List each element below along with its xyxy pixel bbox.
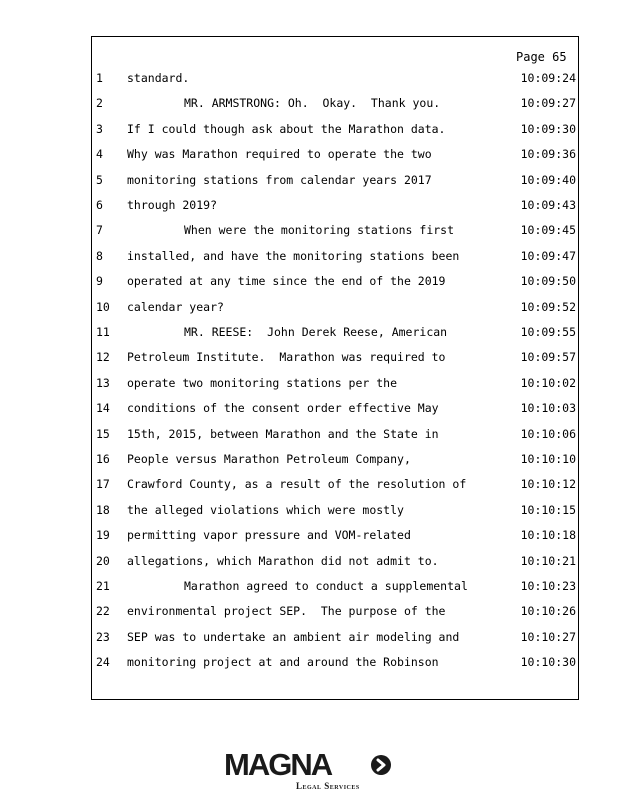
- transcript-line: [0, 299, 618, 315]
- line-text: monitoring stations from calendar years 2017: [127, 172, 432, 187]
- line-number: 14: [96, 401, 110, 416]
- line-number: 12: [96, 350, 110, 365]
- line-timestamp: 10:10:21: [520, 553, 576, 568]
- line-text: MR. ARMSTRONG: Oh. Okay. Thank you.: [184, 96, 441, 111]
- line-number: 19: [96, 528, 110, 543]
- transcript-line: [0, 476, 618, 492]
- line-timestamp: 10:09:30: [520, 121, 576, 136]
- line-timestamp: 10:09:55: [520, 325, 576, 339]
- line-timestamp: 10:10:03: [520, 401, 576, 416]
- transcript-line: [0, 172, 618, 188]
- transcript-line: [0, 273, 618, 289]
- magna-logo: [222, 748, 397, 794]
- line-number: 9: [96, 274, 103, 289]
- line-number: 6: [96, 198, 103, 212]
- line-number: 18: [96, 502, 110, 517]
- line-timestamp: 10:09:40: [520, 172, 576, 187]
- line-timestamp: 10:10:02: [520, 375, 576, 390]
- line-number: 5: [96, 172, 103, 187]
- line-text: standard.: [127, 71, 190, 85]
- line-timestamp: 10:10:12: [520, 477, 576, 492]
- line-number: 1: [96, 71, 103, 85]
- line-text: When were the monitoring stations first: [184, 223, 455, 238]
- line-text: Why was Marathon required to operate the two: [127, 147, 432, 162]
- line-number: 10: [96, 299, 110, 314]
- arrow-circle-icon: [370, 754, 392, 776]
- line-text: Crawford County, as a result of the resolution of: [127, 477, 467, 492]
- line-number: 20: [96, 553, 110, 568]
- transcript-line: [0, 349, 618, 365]
- line-text: allegations, which Marathon did not admit to.: [127, 553, 439, 568]
- line-text: 15th, 2015, between Marathon and the State in: [127, 426, 439, 441]
- line-text: environmental project SEP. The purpose of the: [127, 604, 446, 619]
- transcript-line: [0, 121, 618, 137]
- transcript-line: [0, 95, 618, 111]
- transcript-line: [0, 70, 618, 86]
- transcript-line: [0, 629, 618, 645]
- page-number: Page 65: [516, 50, 567, 64]
- transcript-line: [0, 654, 618, 670]
- line-text: operated at any time since the end of the 2019: [127, 274, 446, 289]
- transcript-line: [0, 553, 618, 569]
- line-number: 11: [96, 325, 110, 339]
- line-timestamp: 10:10:23: [520, 579, 576, 593]
- line-timestamp: 10:10:10: [520, 452, 576, 466]
- transcript-line: [0, 578, 618, 594]
- line-number: 22: [96, 604, 110, 619]
- transcript-line: [0, 375, 618, 391]
- line-timestamp: 10:09:57: [520, 350, 576, 365]
- line-timestamp: 10:10:18: [520, 528, 576, 543]
- line-number: 24: [96, 655, 110, 670]
- line-text: calendar year?: [127, 299, 224, 314]
- line-text: permitting vapor pressure and VOM-related: [127, 528, 411, 543]
- line-text: Marathon agreed to conduct a supplemental: [184, 579, 468, 593]
- transcript-line: [0, 603, 618, 619]
- logo-wordmark: MAGNA: [224, 747, 332, 782]
- line-number: 4: [96, 147, 103, 162]
- line-timestamp: 10:09:52: [520, 299, 576, 314]
- line-timestamp: 10:10:15: [520, 502, 576, 517]
- line-text: MR. REESE: John Derek Reese, American: [184, 325, 448, 339]
- line-text: SEP was to undertake an ambient air modeling and: [127, 629, 460, 644]
- line-number: 7: [96, 223, 103, 238]
- transcript-line: [0, 502, 618, 518]
- line-timestamp: 10:09:45: [520, 223, 576, 238]
- line-number: 2: [96, 96, 103, 111]
- line-number: 17: [96, 477, 110, 492]
- line-text: through 2019?: [127, 198, 218, 212]
- line-text: Petroleum Institute. Marathon was required to: [127, 350, 446, 365]
- line-text: the alleged violations which were mostly: [127, 502, 404, 517]
- line-timestamp: 10:09:27: [520, 96, 576, 111]
- transcript-line: [0, 527, 618, 543]
- line-timestamp: 10:10:06: [520, 426, 576, 441]
- logo-subtitle: Legal Services: [296, 781, 360, 791]
- line-text: monitoring project at and around the Robinson: [127, 655, 439, 670]
- transcript-line: [0, 324, 618, 340]
- transcript-line: [0, 451, 618, 467]
- line-number: 13: [96, 375, 110, 390]
- line-timestamp: 10:09:47: [520, 248, 576, 263]
- line-timestamp: 10:10:26: [520, 604, 576, 619]
- line-number: 16: [96, 452, 110, 466]
- transcript-line: [0, 146, 618, 162]
- transcript-line: [0, 248, 618, 264]
- line-number: 15: [96, 426, 110, 441]
- line-number: 8: [96, 248, 103, 263]
- line-timestamp: 10:09:50: [520, 274, 576, 289]
- line-text: installed, and have the monitoring stations been: [127, 248, 460, 263]
- transcript-line: [0, 222, 618, 238]
- line-text: conditions of the consent order effective May: [127, 401, 439, 416]
- transcript-line: [0, 197, 618, 213]
- transcript-line: [0, 400, 618, 416]
- line-timestamp: 10:09:36: [520, 147, 576, 162]
- line-text: If I could though ask about the Marathon data.: [127, 121, 446, 136]
- line-number: 21: [96, 579, 110, 593]
- line-text: People versus Marathon Petroleum Company,: [127, 452, 411, 466]
- line-text: operate two monitoring stations per the: [127, 375, 398, 390]
- transcript-line: [0, 426, 618, 442]
- line-timestamp: 10:09:43: [520, 198, 576, 212]
- line-timestamp: 10:10:27: [520, 629, 576, 644]
- line-timestamp: 10:10:30: [520, 655, 576, 670]
- line-timestamp: 10:09:24: [520, 71, 576, 85]
- line-number: 3: [96, 121, 103, 136]
- line-number: 23: [96, 629, 110, 644]
